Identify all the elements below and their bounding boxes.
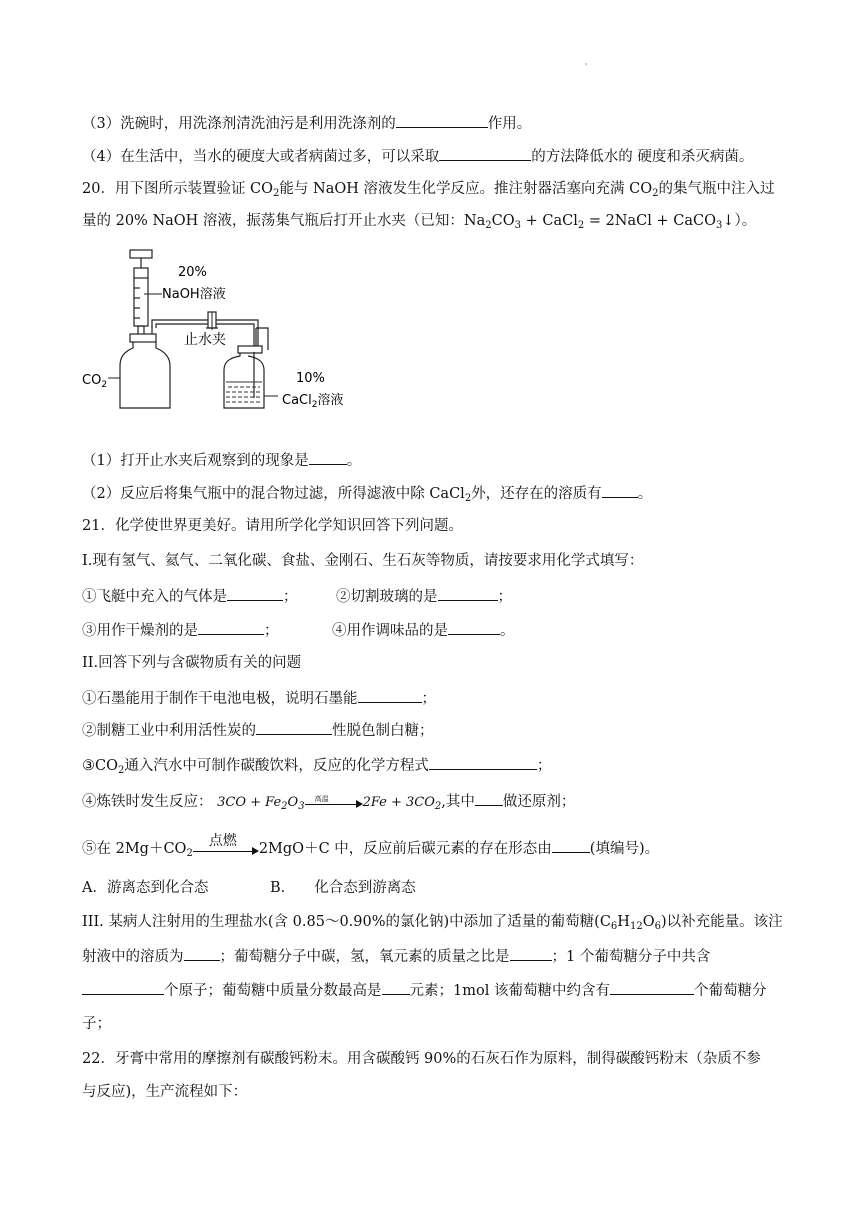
- q20-intro-line2: 量的 20% NaOH 溶液，振荡集气瓶后打开止水夹（已知：$Na_2CO_3$ + CaCl$_2$ = 2NaCl + CaCO$_3$↓）。: [82, 213, 757, 231]
- answer-blank[interactable]: [198, 620, 264, 635]
- q21-part2-item4: ④炼铁时发生反应： $3CO + Fe_2O_3$ 高温 $2Fe + 3CO_2$,其中 做还原剂；: [82, 791, 800, 813]
- small-bottle: [224, 328, 268, 408]
- cacl2-percent: 10%: [296, 371, 325, 386]
- answer-blank[interactable]: [382, 980, 410, 995]
- answer-blank[interactable]: [510, 946, 552, 961]
- answer-blank[interactable]: [552, 838, 590, 853]
- gas-jar: [120, 326, 170, 408]
- answer-blank[interactable]: [439, 146, 531, 161]
- q21-part1-head: I.现有氢气、氦气、二氧化碳、食盐、金刚石、生石灰等物质，请按要求用化学式填写：: [82, 553, 644, 569]
- page-mark: ': [585, 62, 588, 71]
- q20-intro-line1: 20．用下图所示装置验证 $CO_2$能与 NaOH 溶液发生化学反应。推注射器活塞向充满 $CO_2$的集气瓶中注入过: [82, 181, 775, 199]
- ignite-arrow: 点燃: [193, 839, 259, 859]
- q21-part3-line2: 射液中的溶质为 ；葡萄糖分子中碳，氢，氧元素的质量之比是 ；1 个葡萄糖分子中共含: [82, 946, 800, 967]
- q19-sub4: （4）在生活中，当水的硬度大或者病菌过多，可以采取 的方法降低水的 硬度和杀灭病菌。: [82, 146, 800, 167]
- option-b[interactable]: B. 化合态到游离态: [270, 880, 416, 896]
- liquid: [226, 382, 262, 402]
- answer-blank[interactable]: [82, 980, 164, 995]
- q21-part2-head: II.回答下列与含碳物质有关的问题: [82, 655, 302, 671]
- q22-line2: 与反应)，生产流程如下：: [82, 1084, 248, 1100]
- q21-part2-item2: ②制糖工业中利用活性炭的 性脱色制白糖；: [82, 720, 800, 741]
- q21-part2-item5: ⑤在 $2Mg+CO_2$ 点燃 2MgO＋C 中，反应前后碳元素的存在形态由 (填编号)。: [82, 833, 660, 859]
- q21-part3-line1: III. 某病人注射用的生理盐水(含 0.85～0.90%的氯化钠)中添加了适量的葡萄糖$(C_6H_{12}O_6)$以补充能量。该注: [82, 914, 783, 932]
- q20-sub1: （1）打开止水夹后观察到的现象是 。: [82, 450, 800, 471]
- q22-line1: 22．牙膏中常用的摩擦剂有碳酸钙粉末。用含碳酸钙 90%的石灰石作为原料，制得碳酸钙粉末（杂质不参: [82, 1051, 761, 1067]
- answer-blank[interactable]: [602, 483, 638, 498]
- q21-options: [82, 878, 800, 898]
- answer-blank[interactable]: [448, 620, 500, 635]
- answer-blank[interactable]: [610, 980, 694, 995]
- apparatus-figure: [78, 248, 368, 416]
- answer-blank[interactable]: [358, 688, 422, 703]
- cacl2-label: CaCl$_2$溶液: [282, 393, 344, 410]
- q19-sub3: （3）洗碗时，用洗涤剂清洗油污是利用洗涤剂的 作用。: [82, 113, 800, 134]
- answer-blank[interactable]: [227, 586, 283, 601]
- answer-blank[interactable]: [438, 586, 498, 601]
- option-a[interactable]: A．游离态到化合态: [82, 880, 209, 896]
- q21-part1-row1: ①飞艇中充入的气体是 ； ②切割玻璃的是 ；: [82, 586, 800, 607]
- co2-label: $CO_2$: [82, 373, 108, 390]
- answer-blank[interactable]: [396, 113, 488, 128]
- q21-intro: 21．化学使世界更美好。请用所学化学知识回答下列问题。: [82, 518, 463, 534]
- reaction-arrow: 高温: [305, 796, 363, 810]
- naoh-label: NaOH溶液: [162, 287, 226, 302]
- naoh-percent: 20%: [178, 265, 207, 280]
- q21-part1-row2: ③用作干燥剂的是 ； ④用作调味品的是 。: [82, 620, 800, 641]
- answer-blank[interactable]: [475, 791, 503, 806]
- q21-part2-item3: $③CO_2$通入汽水中可制作碳酸饮料，反应的化学方程式 ；: [82, 755, 800, 776]
- q21-part3-line3: 个原子；葡萄糖中质量分数最高是 元素；1mol 该葡萄糖中约含有 个葡萄糖分: [82, 980, 800, 1001]
- q21-part2-item1: ①石墨能用于制作干电池电极，说明石墨能 ；: [82, 688, 800, 709]
- answer-blank[interactable]: [184, 946, 220, 961]
- clamp-label: 止水夹: [184, 332, 226, 348]
- answer-blank[interactable]: [309, 450, 347, 465]
- q21-part3-line4: 子；: [82, 1016, 111, 1032]
- syringe: [130, 250, 152, 336]
- answer-blank[interactable]: [256, 720, 332, 735]
- ironmaking-equation: $3CO + Fe_2O_3$ 高温 $2Fe + 3CO_2$: [217, 794, 442, 812]
- answer-blank[interactable]: [429, 755, 537, 770]
- q20-sub2: （2）反应后将集气瓶中的混合物过滤，所得滤液中除 CaCl$_2$外，还存在的溶质有 。: [82, 483, 800, 504]
